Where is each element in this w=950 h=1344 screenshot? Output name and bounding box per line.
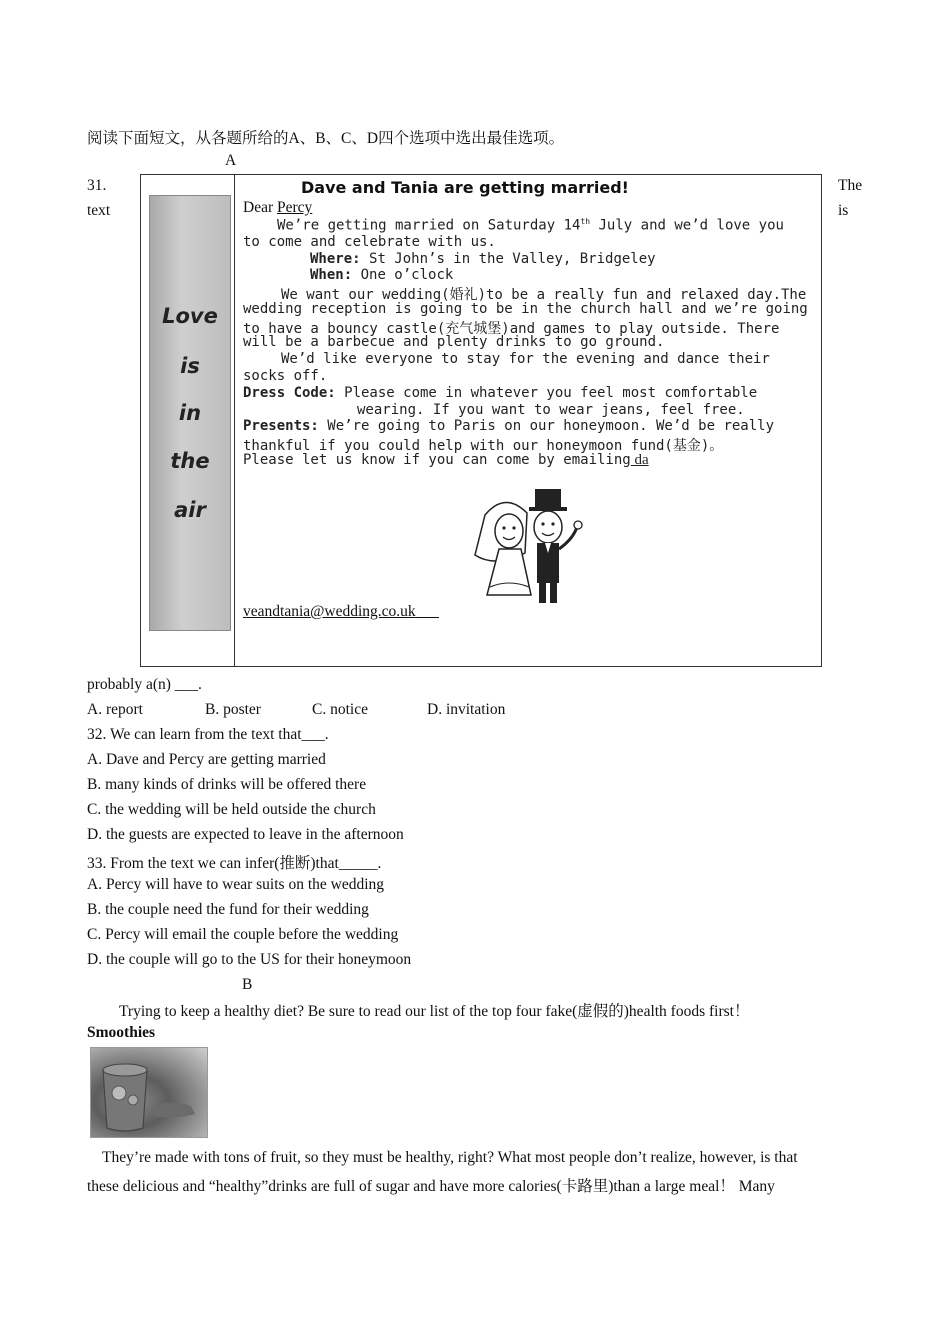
card-line-1-end: July and we’d love you bbox=[590, 217, 784, 234]
para3-line-2: socks off. bbox=[243, 368, 328, 384]
q32-option-a[interactable]: A. Dave and Percy are getting married bbox=[87, 751, 326, 768]
passage-b-intro: Trying to keep a healthy diet? Be sure to read our list of the top four fake(虚假的)health foods first！ bbox=[119, 1003, 750, 1020]
where-line bbox=[310, 251, 656, 267]
instruction-text: 阅读下面短文，从各题所给的A、B、C、D四个选项中选出最佳选项。 bbox=[87, 130, 565, 147]
greeting-prefix: Dear bbox=[243, 199, 277, 216]
dress-code-line-2: wearing. If you want to wear jeans, feel free. bbox=[357, 402, 745, 418]
side-word-love: Love bbox=[162, 304, 218, 328]
q31-option-d[interactable]: D. invitation bbox=[427, 701, 506, 718]
dress-code-line bbox=[243, 385, 757, 401]
card-divider bbox=[234, 175, 235, 666]
dress-code-text: Please come in whatever you feel most comfortable bbox=[335, 385, 758, 401]
when-line bbox=[310, 267, 453, 283]
smoothie-cup-icon bbox=[91, 1048, 207, 1137]
email-address[interactable]: veandtania@wedding.co.uk bbox=[243, 603, 416, 620]
q32-stem: 32. We can learn from the text that___. bbox=[87, 726, 329, 743]
q31-right-word-1: The bbox=[838, 177, 863, 194]
when-label: When: bbox=[310, 267, 353, 283]
passage-a-label: A bbox=[225, 152, 237, 169]
where-value: St John’s in the Valley, Bridgeley bbox=[369, 251, 656, 267]
q31-option-c[interactable]: C. notice bbox=[312, 701, 368, 718]
passage-b-label: B bbox=[242, 976, 253, 993]
presents-label: Presents: bbox=[243, 418, 319, 434]
card-title: Dave and Tania are getting married! bbox=[301, 178, 629, 197]
email-line bbox=[243, 603, 439, 621]
invitation-card bbox=[140, 174, 822, 667]
presents-line-2: thankful if you could help with our honeymoon fund(基金)。 bbox=[243, 438, 724, 454]
side-word-is: is bbox=[180, 354, 200, 378]
side-word-air: air bbox=[174, 498, 206, 522]
love-is-in-the-air-image bbox=[149, 195, 231, 631]
where-label: Where: bbox=[310, 251, 361, 267]
card-line-1 bbox=[277, 217, 784, 234]
q32-option-d[interactable]: D. the guests are expected to leave in the afternoon bbox=[87, 826, 404, 843]
para2-line-2: wedding reception is going to be in the church hall and we’re going bbox=[243, 301, 808, 317]
para2-line-1: We want our wedding(婚礼)to be a really fun and relaxed day.The bbox=[281, 287, 807, 303]
card-line-2: to come and celebrate with us. bbox=[243, 234, 496, 250]
q31-left-word: text bbox=[87, 202, 111, 219]
para2-line-3: to have a bouncy castle(充气城堡)and games to play outside. There bbox=[243, 321, 780, 337]
smoothies-heading: Smoothies bbox=[87, 1024, 156, 1041]
q31-right-word-2: is bbox=[838, 202, 849, 219]
presents-text: We’re going to Paris on our honeymoon. We’d be really bbox=[318, 418, 775, 434]
rsvp-text: Please let us know if you can come by emailing bbox=[243, 452, 631, 468]
q31-option-b[interactable]: B. poster bbox=[205, 701, 261, 718]
q33-option-c[interactable]: C. Percy will email the couple before the wedding bbox=[87, 926, 399, 943]
side-word-in: in bbox=[178, 401, 202, 425]
q31-number: 31. bbox=[87, 177, 107, 194]
presents-line bbox=[243, 418, 774, 434]
rsvp-line bbox=[243, 452, 649, 469]
card-line-1-text: We’re getting married on Saturday 14 bbox=[277, 217, 581, 234]
q33-stem: 33. From the text we can infer(推断)that_____. bbox=[87, 855, 382, 872]
smoothie-photo bbox=[90, 1047, 208, 1138]
q33-option-d[interactable]: D. the couple will go to the US for their honeymoon bbox=[87, 951, 412, 968]
q31-stem: probably a(n) ___. bbox=[87, 676, 202, 693]
smoothies-para-line-2: these delicious and “healthy”drinks are full of sugar and have more calories(卡路里)than a large meal！ Many bbox=[87, 1178, 775, 1195]
q33-option-b[interactable]: B. the couple need the fund for their wedding bbox=[87, 901, 369, 918]
bride-and-groom-icon bbox=[465, 483, 591, 613]
smoothies-para-line-1: They’re made with tons of fruit, so they must be healthy, right? What most people don’t realize, however, is that bbox=[102, 1149, 798, 1166]
greeting bbox=[243, 199, 312, 217]
card-line-1-sup: th bbox=[580, 217, 591, 226]
email-part-1[interactable]: da bbox=[630, 452, 649, 468]
dress-code-label: Dress Code: bbox=[243, 385, 336, 401]
q33-option-a[interactable]: A. Percy will have to wear suits on the wedding bbox=[87, 876, 385, 893]
q32-option-c[interactable]: C. the wedding will be held outside the church bbox=[87, 801, 376, 818]
greeting-name: Percy bbox=[277, 199, 313, 216]
para2-line-4: will be a barbecue and plenty drinks to go ground. bbox=[243, 334, 665, 350]
when-value: One o’clock bbox=[352, 267, 454, 283]
para3-line-1: We’d like everyone to stay for the evening and dance their bbox=[281, 351, 770, 367]
q31-option-a[interactable]: A. report bbox=[87, 701, 143, 718]
side-word-the: the bbox=[170, 449, 210, 473]
q32-option-b[interactable]: B. many kinds of drinks will be offered there bbox=[87, 776, 367, 793]
